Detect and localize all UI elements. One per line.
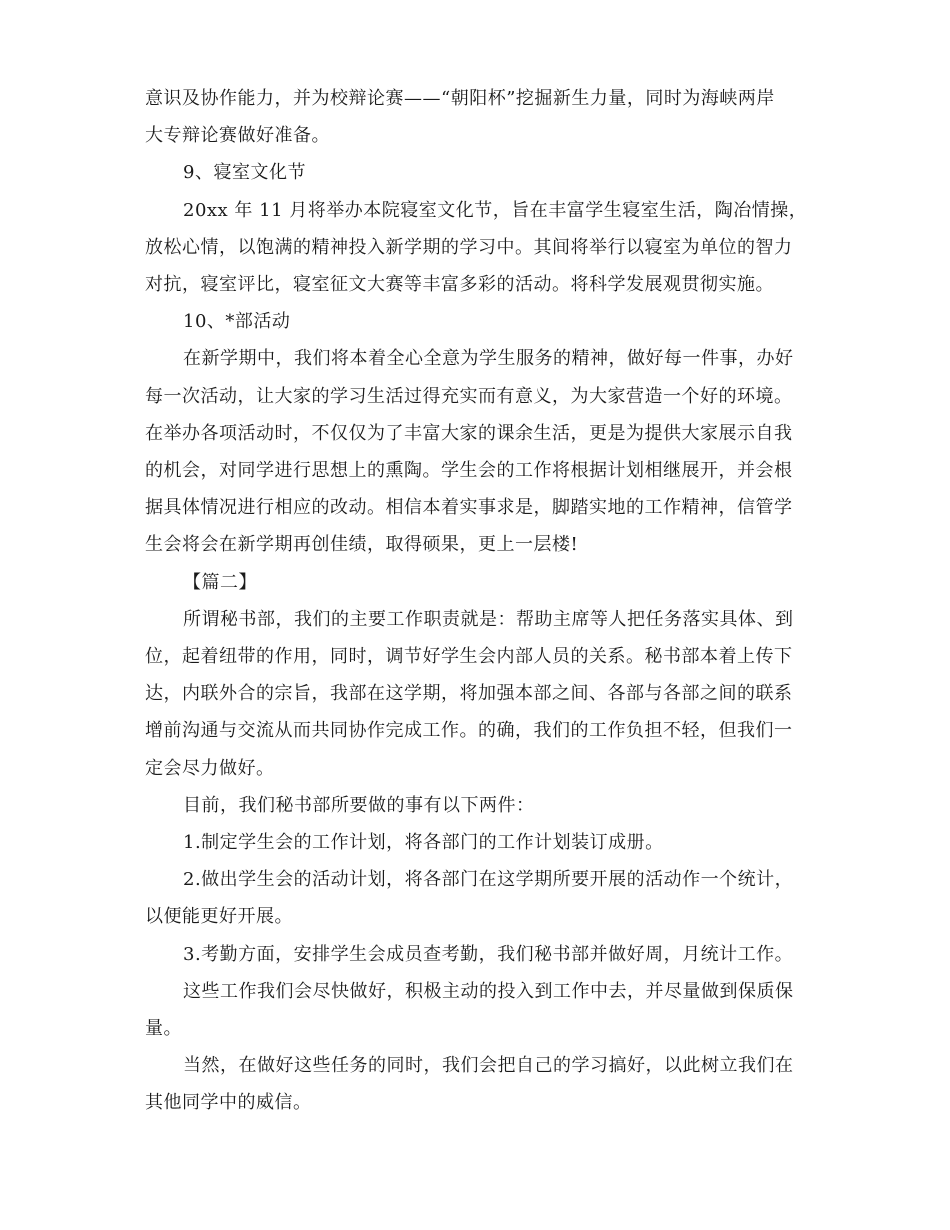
text-line: 目前，我们秘书部所要做的事有以下两件：	[183, 794, 535, 816]
text-line: 位，起着纽带的作用，同时，调节好学生会内部人员的关系。秘书部本着上传下	[145, 646, 793, 667]
text-line: 以便能更好开展。	[145, 906, 293, 928]
list-item: 1.制定学生会的工作计划，将各部门的工作计划装订成册。	[183, 832, 664, 853]
text-line: 这些工作我们会尽快做好，积极主动的投入到工作中去，并尽量做到保质保	[183, 980, 794, 1002]
text-line: 定会尽力做好。	[145, 757, 275, 779]
text-line: 放松心情，以饱满的精神投入新学期的学习中。其间将举行以寝室为单位的智力	[145, 236, 793, 258]
text-line: 量。	[145, 1018, 182, 1039]
text-line: 大专辩论赛做好准备。	[145, 125, 330, 147]
text-line: 达，内联外合的宗旨，我部在这学期，将加强本部之间、各部与各部之间的联系	[145, 683, 793, 705]
list-item: 3.考勤方面，安排学生会成员查考勤，我们秘书部并做好周，月统计工作。	[183, 943, 794, 965]
text-line: 其他同学中的威信。	[145, 1092, 312, 1114]
text-line: 据具体情况进行相应的改动。相信本着实事求是，脚踏实地的工作精神，信管学	[145, 497, 793, 519]
text-line: 生会将会在新学期再创佳绩，取得硕果，更上一层楼!	[145, 534, 579, 556]
text-line: 在举办各项活动时，不仅仅为了丰富大家的课余生活，更是为提供大家展示自我	[145, 422, 793, 444]
text-line: 20xx 年 11 月将举办本院寝室文化节，旨在丰富学生寝室生活，陶冶情操，	[183, 199, 808, 221]
section-heading: 9、寝室文化节	[183, 162, 306, 184]
text-line: 增前沟通与交流从而共同协作完成工作。的确，我们的工作负担不轻，但我们一	[145, 720, 793, 742]
text-line: 每一次活动，让大家的学习生活过得充实而有意义，为大家营造一个好的环境。	[145, 385, 793, 407]
text-line: 所谓秘书部，我们的主要工作职责就是：帮助主席等人把任务落实具体、到	[183, 608, 794, 630]
section-heading: 10、*部活动	[183, 311, 291, 333]
text-line: 对抗，寝室评比，寝室征文大赛等丰富多彩的活动。将科学发展观贯彻实施。	[145, 274, 774, 295]
text-line: 在新学期中，我们将本着全心全意为学生服务的精神，做好每一件事，办好	[183, 348, 794, 370]
text-line: 的机会，对同学进行思想上的熏陶。学生会的工作将根据计划相继展开，并会根	[145, 460, 793, 481]
list-item: 2.做出学生会的活动计划，将各部门在这学期所要开展的活动作一个统计，	[183, 869, 794, 891]
text-line: 意识及协作能力，并为校辩论赛——“朝阳杯”挖掘新生力量，同时为海峡两岸	[145, 88, 775, 109]
section-heading: 【篇二】	[183, 571, 257, 593]
text-line: 当然，在做好这些任务的同时，我们会把自己的学习搞好，以此树立我们在	[183, 1055, 794, 1077]
